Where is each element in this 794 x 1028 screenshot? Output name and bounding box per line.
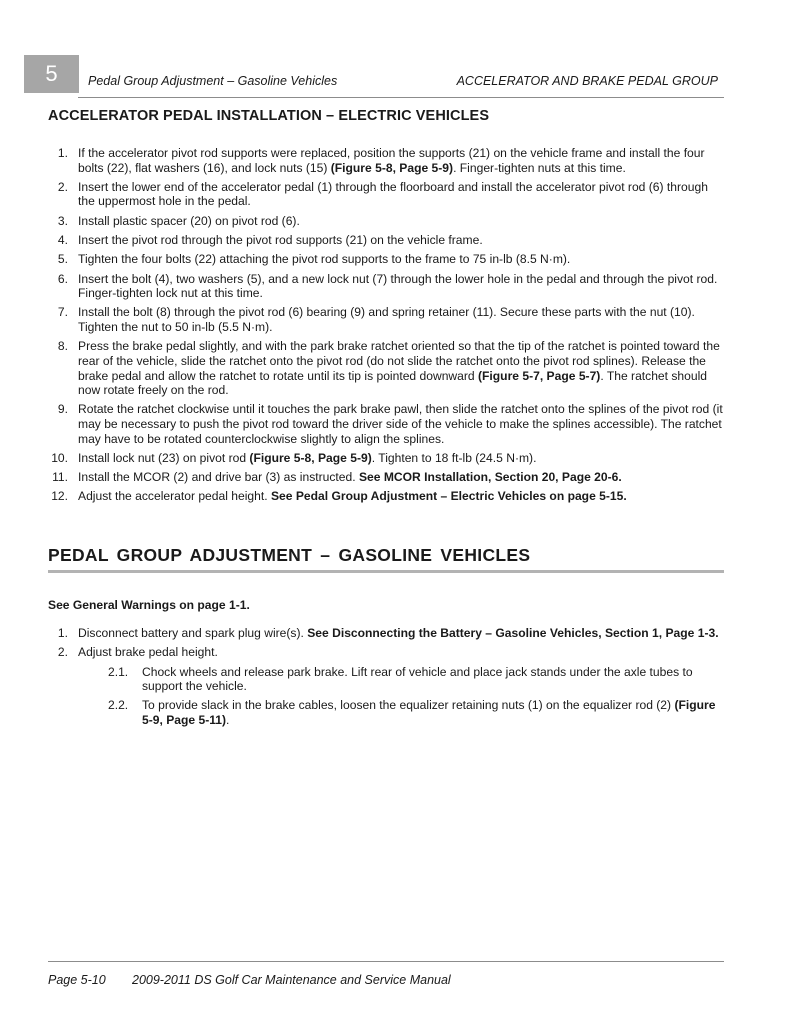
step-number: 2. (57, 645, 68, 660)
step-number: 2. (57, 179, 68, 194)
substep-item (108, 698, 728, 727)
step-text: . Tighten to 18 ft-lb (24.5 N·m). (371, 450, 537, 465)
step-item (48, 233, 728, 248)
step-number: 1. (57, 626, 68, 640)
step-text: If the accelerator pivot rod supports were replaced, position the supports (21) on the vehicle frame and install the four bolts (22), flat washers (16), and lock nuts (15) (78, 146, 705, 175)
header-chapter-title: ACCELERATOR AND BRAKE PEDAL GROUP (456, 74, 718, 88)
installation-steps-list (48, 146, 728, 509)
cross-reference: (Figure 5-9, Page 5-11) (142, 698, 716, 728)
substep-list (78, 665, 728, 728)
manual-title: 2009-2011 DS Golf Car Maintenance and Service Manual (132, 973, 451, 987)
step-body (78, 489, 728, 504)
step-text: Install the bolt (8) through the pivot rod (6) bearing (9) and spring retainer (11). Secure these parts with the nut (10). Tighten the nut to 50 in-lb (5.5 N·m). (78, 305, 695, 335)
section-title-pedal-adjustment: PEDAL GROUP ADJUSTMENT – GASOLINE VEHICLES (48, 545, 531, 565)
step-text: Disconnect battery and spark plug wire(s). (78, 626, 308, 640)
step-number: 7. (57, 305, 68, 320)
step-text: Insert the lower end of the accelerator pedal (1) through the floorboard and install the accelerator pivot rod (6) through the uppermost hole in the pedal. (78, 179, 708, 209)
substep-item (108, 665, 728, 694)
step-item (48, 305, 728, 334)
step-text: Install plastic spacer (20) on pivot rod (6). (78, 213, 300, 228)
cross-reference: See MCOR Installation, Section 20, Page 20-6. (358, 470, 622, 485)
step-text: . Finger-tighten nuts at this time. (453, 160, 626, 175)
step-number: 6. (57, 271, 68, 286)
step-text: Adjust the accelerator pedal height. (78, 489, 271, 504)
step-text: Install the MCOR (2) and drive bar (3) as instructed. (78, 470, 359, 485)
step-text: To provide slack in the brake cables, loosen the equalizer retaining nuts (1) on the equalizer rod (2) (142, 698, 675, 713)
step-body (78, 402, 728, 446)
step-text: . (226, 713, 230, 728)
footer-divider (48, 961, 724, 962)
step-body (78, 339, 728, 397)
step-item (48, 339, 728, 397)
step-body (78, 470, 728, 485)
step-item (48, 402, 728, 446)
cross-reference: (Figure 5-8, Page 5-9) (249, 450, 372, 465)
step-number: 8. (57, 339, 68, 354)
cross-reference: See Disconnecting the Battery – Gasoline Vehicles, Section 1, Page 1-3. (307, 626, 719, 640)
cross-reference: See Pedal Group Adjustment – Electric Vehicles on page 5-15. (270, 489, 627, 504)
step-item (48, 489, 728, 504)
section-title-accelerator-installation: ACCELERATOR PEDAL INSTALLATION – ELECTRIC VEHICLES (48, 108, 490, 124)
step-number: 9. (57, 402, 68, 417)
step-item (48, 626, 728, 641)
step-text: Install lock nut (23) on pivot rod (78, 450, 250, 465)
adjustment-steps-list (48, 626, 728, 732)
step-text: Tighten the four bolts (22) attaching the pivot rod supports to the frame to 75 in-lb (8.5 N·m). (78, 252, 571, 267)
substep-number: 2.1. (108, 664, 129, 679)
step-item (48, 470, 728, 485)
step-text: . The ratchet should now rotate freely on the rod. (78, 368, 708, 398)
header-divider (78, 97, 724, 98)
step-number: 4. (57, 233, 68, 248)
step-body (78, 252, 728, 267)
step-text: Adjust brake pedal height. (78, 645, 218, 660)
step-text: Rotate the ratchet clockwise until it touches the park brake pawl, then slide the ratchet onto the splines of the pivot rod (it may be necessary to push the pivot rod toward the driver side of the vehicle to make the splines accessible). The ratchet may have to be rotated counterclockwise slightly to align the splines. (78, 402, 723, 446)
step-text: Insert the pivot rod through the pivot rod supports (21) on the vehicle frame. (78, 233, 483, 248)
step-body (78, 272, 728, 301)
step-text: Insert the bolt (4), two washers (5), and a new lock nut (7) through the lower hole in the pedal and through the pivot rod. Finger-tighten lock nut at this time. (78, 271, 718, 301)
step-item (48, 146, 728, 175)
cross-reference: (Figure 5-7, Page 5-7) (478, 368, 601, 383)
step-item (48, 272, 728, 301)
step-number: 3. (57, 213, 68, 228)
step-item (48, 645, 728, 727)
step-item (48, 252, 728, 267)
step-body (78, 214, 728, 229)
step-number: 5. (57, 252, 68, 267)
step-item (48, 180, 728, 209)
cross-reference: (Figure 5-8, Page 5-9) (330, 160, 454, 175)
step-text: Chock wheels and release park brake. Lift rear of vehicle and place jack stands under the axle tubes to support the vehicle. (142, 664, 693, 694)
header-section-title: Pedal Group Adjustment – Gasoline Vehicles (88, 74, 338, 88)
step-body (78, 233, 728, 248)
substep-number: 2.2. (108, 698, 129, 713)
step-item (48, 214, 728, 229)
page-number: Page 5-10 (48, 973, 106, 987)
step-body (78, 180, 728, 209)
step-item (48, 451, 728, 466)
step-number: 1. (57, 146, 68, 160)
step-number: 10. (51, 450, 68, 465)
step-number: 12. (51, 489, 68, 504)
chapter-tab: 5 (24, 55, 79, 93)
substep-body (142, 665, 728, 694)
step-body (78, 305, 728, 334)
section-divider (48, 570, 724, 573)
step-body (78, 146, 728, 175)
general-warnings-reference: See General Warnings on page 1-1. (48, 598, 250, 612)
step-text: Press the brake pedal slightly, and with the park brake ratchet oriented so that the tip of the ratchet is pointed toward the rear of the vehicle, slide the ratchet onto the pivot rod (do not slide the ratchet onto the pivot rod splines). Release the brake pedal and allow the ratchet to rotate until its tip is pointed downward (78, 339, 720, 383)
step-body (78, 645, 728, 660)
step-number: 11. (52, 470, 68, 485)
substep-body (142, 698, 728, 727)
step-body (78, 626, 728, 641)
step-body (78, 451, 728, 466)
